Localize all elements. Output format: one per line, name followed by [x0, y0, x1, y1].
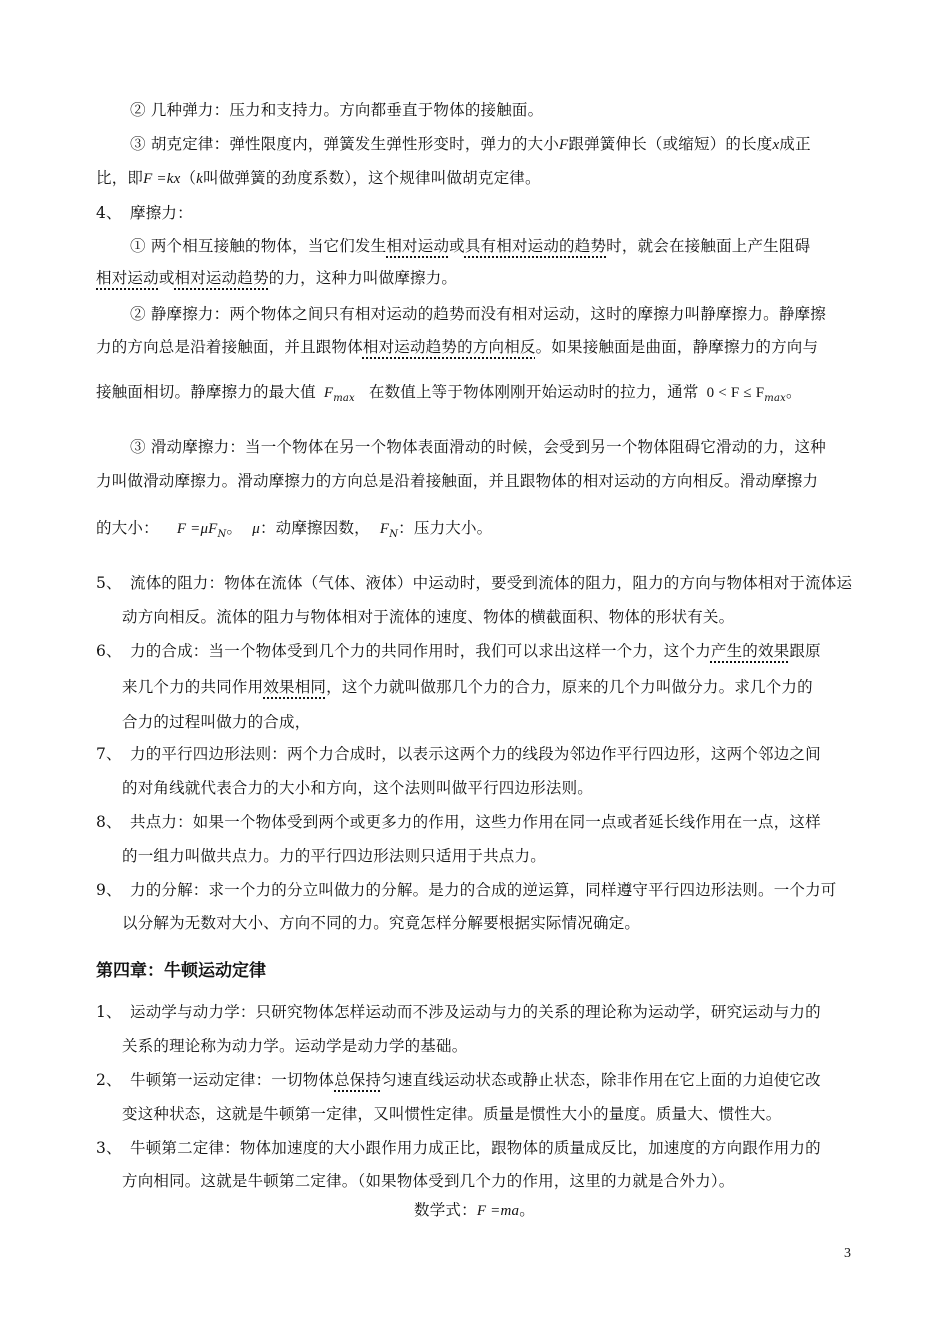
math-hooke-formula: F =kx [143, 171, 181, 187]
paragraph-hooke-law-cont [96, 168, 541, 189]
list-item-5-cont [122, 607, 734, 627]
text: 牛顿第一运动定律：一切物体 [130, 1071, 335, 1089]
math-subscript: N [389, 529, 399, 540]
paragraph-static-friction-3 [96, 382, 802, 409]
item-number: 2、 [96, 1071, 122, 1089]
math-fn: F [379, 521, 390, 537]
paragraph-static-friction [130, 304, 826, 324]
text: 跟原 [789, 642, 821, 660]
ch4-list-item-1 [96, 1002, 821, 1022]
ch4-list-item-1-cont [122, 1036, 467, 1056]
emphasized-text: 相对运动趋势 [174, 269, 269, 287]
text: 牛顿第二定律：物体加速度的大小跟作用力成正比，跟物体的质量成反比，加速度的方向跟作用力的 [130, 1139, 821, 1157]
math-x: x [772, 137, 780, 153]
paragraph-sliding-friction [130, 437, 826, 457]
text: 。 [519, 1201, 535, 1219]
emphasized-text: 总保持 [334, 1071, 382, 1089]
text: 力叫做滑动摩擦力。滑动摩擦力的方向总是沿着接触面，并且跟物体的相对运动的方向相反。滑动摩擦力 [96, 472, 819, 490]
newton-second-law-formula [414, 1200, 535, 1221]
text: ① 两个相互接触的物体，当它们发生 [130, 237, 387, 255]
ch4-list-item-2 [96, 1070, 821, 1090]
text: 时，就会在接触面上产生阻碍 [606, 237, 811, 255]
text: 数学式： [414, 1201, 477, 1219]
text: 方向相同。这就是牛顿第二定律。（如果物体受到几个力的作用，这里的力就是合外力）。 [122, 1172, 735, 1190]
emphasized-text: 产生的效果 [710, 642, 790, 660]
paragraph-friction-def-cont [96, 268, 457, 288]
list-item-8 [96, 812, 821, 832]
list-item-7 [96, 744, 821, 764]
text: 力的合成：当一个物体受到几个力的共同作用时，我们可以求出这样一个力，这个力 [130, 642, 711, 660]
paragraph-sliding-friction-2 [96, 471, 818, 491]
paragraph-sliding-friction-3 [96, 518, 492, 545]
paragraph-elastic-types [130, 100, 543, 120]
ch4-list-item-2-cont [122, 1104, 781, 1124]
text: 共点力：如果一个物体受到两个或更多力的作用，这些力作用在同一点或者延长线作用在一点，这样 [130, 813, 821, 831]
paragraph-friction-def [130, 236, 810, 256]
math-fmax: F [323, 385, 334, 401]
list-item-6-cont [122, 677, 813, 697]
math-mu: μ [252, 521, 260, 537]
text: 或 [158, 269, 175, 287]
text: 关系的理论称为动力学。运动学是动力学的基础。 [122, 1037, 468, 1055]
text: 变这种状态，这就是牛顿第一定律，又叫惯性定律。质量是惯性大小的量度。质量大、惯性大。 [122, 1105, 782, 1123]
list-item-7-cont [122, 778, 593, 798]
item-number: 1、 [96, 1003, 122, 1021]
text: 来几个力的共同作用 [122, 678, 264, 696]
text: ③ 胡克定律：弹性限度内，弹簧发生弹性形变时，弹力的大小 [130, 135, 560, 153]
text: （ [180, 169, 197, 187]
text: 叫做弹簧的劲度系数），这个规律叫做胡克定律。 [203, 169, 541, 187]
list-item-6 [96, 641, 821, 661]
text: 力的分解：求一个力的分立叫做力的分解。是力的合成的逆运算，同样遵守平行四边形法则。一个力可 [130, 881, 837, 899]
text: 动方向相反。流体的阻力与物体相对于流体的速度、物体的横截面积、物体的形状有关。 [122, 608, 735, 626]
text: 比，即 [96, 169, 144, 187]
math-F: F [559, 137, 569, 153]
emphasized-text: 效果相同 [263, 678, 327, 696]
list-item-4 [96, 203, 193, 223]
text: 以分解为无数对大小、方向不同的力。究竟怎样分解要根据实际情况确定。 [122, 914, 641, 932]
page-number: 3 [844, 1246, 851, 1261]
text: 摩擦力： [130, 204, 193, 222]
math-sliding-formula: F =μF [176, 521, 218, 537]
text: 运动学与动力学：只研究物体怎样运动而不涉及运动与力的关系的理论称为运动学，研究运动与力的 [130, 1003, 821, 1021]
paragraph-hooke-law [130, 134, 811, 155]
text: 匀速直线运动状态或静止状态，除非作用在它上面的力迫使它改 [381, 1071, 821, 1089]
list-item-5 [96, 573, 852, 593]
text: 的对角线就代表合力的大小和方向，这个法则叫做平行四边形法则。 [122, 779, 594, 797]
text: 力的平行四边形法则：两个力合成时，以表示这两个力的线段为邻边作平行四边形，这两个邻边之间 [130, 745, 821, 763]
paragraph-static-friction-2 [96, 337, 818, 357]
math-subscript: N [217, 529, 227, 540]
text: 成正 [779, 135, 811, 153]
text: 跟弹簧伸长（或缩短）的长度 [568, 135, 773, 153]
math-fma: F =ma [476, 1203, 520, 1219]
ch4-list-item-3-cont [122, 1171, 735, 1191]
text: ② 静摩擦力：两个物体之间只有相对运动的趋势而没有相对运动，这时的摩擦力叫静摩擦力。静摩擦 [130, 305, 826, 323]
text: ：动摩擦因数， [259, 519, 370, 537]
list-item-6-cont2 [122, 712, 310, 732]
emphasized-text: 具有相对运动的趋势 [464, 237, 607, 255]
item-number: 7、 [96, 745, 122, 763]
text: ③ 滑动摩擦力：当一个物体在另一个物体表面滑动的时候，会受到另一个物体阻碍它滑动的力，这种 [130, 438, 826, 456]
list-item-8-cont [122, 846, 546, 866]
item-number: 9、 [96, 881, 122, 899]
text: 。如果接触面是曲面，静摩擦力的方向与 [535, 338, 819, 356]
text: 合力的过程叫做力的合成， [122, 713, 311, 731]
emphasized-text: 相对运动趋势的方向相反 [362, 338, 536, 356]
item-number: 4、 [96, 204, 122, 222]
emphasized-text: 相对运动 [96, 269, 159, 287]
text: 流体的阻力：物体在流体（气体、液体）中运动时，要受到流体的阻力，阻力的方向与物体相对于流体运 [130, 574, 853, 592]
text: ：压力大小。 [398, 519, 493, 537]
item-number: 6、 [96, 642, 122, 660]
item-number: 5、 [96, 574, 122, 592]
list-item-9 [96, 880, 837, 900]
text: 。 [226, 519, 243, 537]
text: ② 几种弹力：压力和支持力。方向都垂直于物体的接触面。 [130, 101, 544, 119]
item-number: 8、 [96, 813, 122, 831]
text: 或 [449, 237, 465, 255]
text: 的大小： [96, 519, 159, 537]
item-number: 3、 [96, 1139, 122, 1157]
text: 。 [785, 383, 802, 401]
ch4-list-item-3 [96, 1138, 821, 1158]
math-k: k [196, 171, 204, 187]
text: ，这个力就叫做那几个力的合力，原来的几个力叫做分力。求几个力的 [326, 678, 813, 696]
text: 在数值上等于物体刚刚开始运动时的拉力，通常 [368, 383, 699, 401]
text: 力的方向总是沿着接触面，并且跟物体 [96, 338, 363, 356]
list-item-9-cont [122, 913, 640, 933]
chapter-heading: 第四章：牛顿运动定律 [96, 961, 266, 981]
text: 的一组力叫做共点力。力的平行四边形法则只适用于共点力。 [122, 847, 546, 865]
text: 的力，这种力叫做摩擦力。 [268, 269, 458, 287]
emphasized-text: 相对运动 [386, 237, 450, 255]
math-inequality: 0 < F ≤ F [706, 385, 765, 401]
math-subscript: max [333, 393, 355, 404]
math-subscript: max [764, 393, 786, 404]
text: 接触面相切。静摩擦力的最大值 [96, 383, 316, 401]
